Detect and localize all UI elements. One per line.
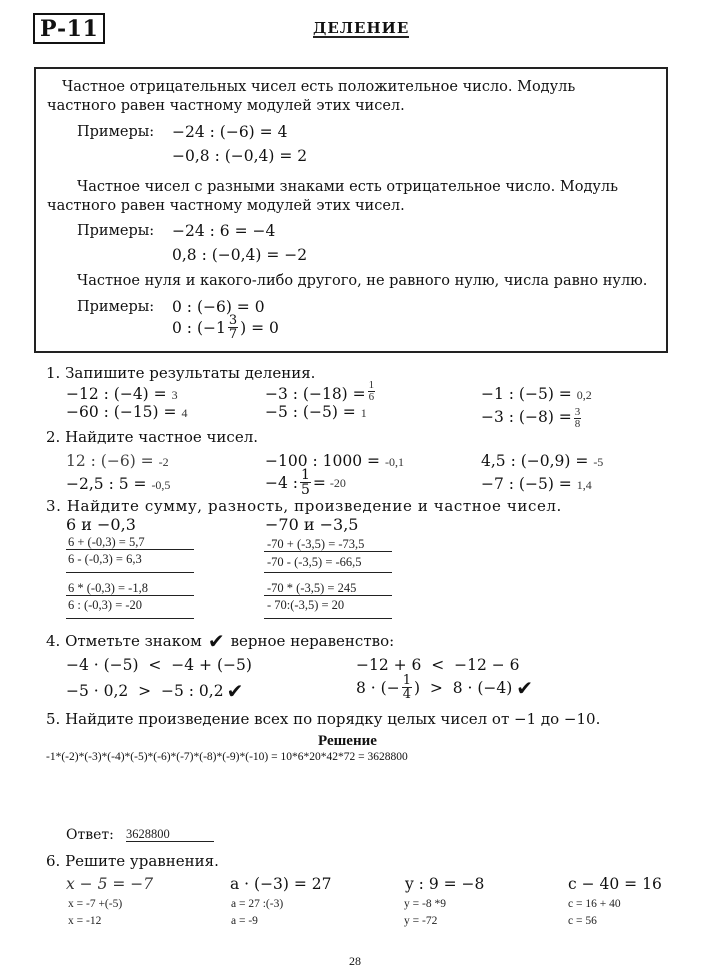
task1-expr: −60 : (−15) = [66, 403, 177, 421]
rule1-example-2: −0,8 : (−0,4) = 2 [172, 147, 308, 165]
task4-question-pre: 4. Отметьте знаком [46, 632, 202, 650]
task1-item-3 [265, 378, 377, 403]
rule1-example-1: −24 : (−6) = 4 [172, 123, 288, 141]
answer-label: Ответ: [66, 827, 114, 843]
task1-expr: −1 : (−5) = [481, 385, 572, 403]
task2-answer[interactable]: -0,5 [151, 478, 171, 492]
answer-line [66, 618, 194, 619]
task4-expr: −5 · 0,2 > −5 : 0,2 [66, 682, 224, 700]
equation-2-step-2[interactable]: a = -9 [231, 915, 258, 927]
checkmark-icon: ✔ [226, 679, 244, 703]
answer-field[interactable]: 3628800 [126, 827, 214, 842]
task1-question: 1. Запишите результаты деления. [46, 364, 316, 382]
task2-answer[interactable]: 1,4 [576, 478, 592, 492]
answer-line [264, 572, 392, 573]
task3-right-prod[interactable]: -70 * (-3,5) = 245 [267, 581, 357, 595]
checkmark-icon: ✔ [516, 675, 534, 700]
task1-item-5 [481, 385, 592, 404]
checkmark-icon: ✔ [207, 629, 225, 653]
task2-answer[interactable]: -20 [329, 475, 346, 490]
task2-item-2 [66, 475, 170, 494]
task1-expr: −3 : (−18) = [265, 385, 366, 403]
rule1-line1: Частное отрицательных чисел есть положительное число. Модуль [62, 79, 576, 95]
worksheet-code-badge: Р-11 [33, 13, 105, 44]
fraction [402, 674, 412, 701]
task2-expr: −100 : 1000 = [265, 452, 381, 470]
rule3-text: Частное нуля и какого-либо другого, не равного нулю, числа равно нулю. [77, 273, 648, 289]
fraction-numerator: 1 [301, 467, 310, 483]
fraction-numerator: 3 [574, 406, 581, 418]
task4-item-3[interactable]: −12 + 6 < −12 − 6 [356, 656, 520, 674]
rule3-example-2 [172, 314, 279, 341]
solution-heading: Решение [318, 733, 377, 749]
equation-3: y : 9 = −8 [405, 875, 485, 893]
task3-right-sum[interactable]: -70 + (-3,5) = -73,5 [267, 537, 365, 551]
fraction-denominator: 4 [402, 687, 411, 702]
equation-2-step-1[interactable]: a = 27 :(-3) [231, 898, 284, 910]
task3-left-sum[interactable]: 6 + (-0,3) = 5,7 [68, 535, 145, 549]
examples-label-2: Примеры: [77, 223, 155, 239]
examples-label-3: Примеры: [77, 299, 155, 315]
rule3-example-2-post: ) = 0 [240, 318, 279, 337]
task1-answer[interactable] [574, 407, 582, 430]
task2-answer[interactable]: -2 [158, 455, 169, 469]
answer-line [66, 595, 194, 596]
fraction-denominator: 6 [368, 390, 375, 403]
task2-item-6 [481, 475, 592, 494]
task2-item-1 [66, 452, 169, 471]
task1-answer[interactable]: 1 [360, 406, 367, 420]
fraction [300, 468, 311, 497]
task3-left-quot[interactable]: 6 : (-0,3) = -20 [68, 598, 143, 612]
task2-question: 2. Найдите частное чисел. [46, 428, 258, 446]
task4-question-post: верное неравенство: [230, 632, 395, 650]
equation-1-step-1[interactable]: x = -7 +(-5) [68, 898, 123, 910]
task1-answer[interactable]: 0,2 [576, 388, 592, 402]
page-number: 28 [349, 954, 361, 968]
answer-line [66, 572, 194, 573]
task2-item-4 [265, 468, 346, 497]
answer-line [264, 551, 392, 552]
rule2-line1: Частное чисел с разными знаками есть отрицательное число. Модуль [77, 179, 619, 195]
task4-item-1[interactable]: −4 · (−5) < −4 + (−5) [66, 656, 252, 674]
task4-item-4[interactable] [356, 674, 533, 701]
rule3-example-1: 0 : (−6) = 0 [172, 298, 265, 316]
task2-expr: 12 : (−6) = [66, 452, 154, 470]
task1-item-1 [66, 385, 178, 404]
fraction-numerator: 3 [228, 313, 238, 328]
mixed-fraction [228, 314, 238, 341]
equation-1: x − 5 = −7 [66, 875, 154, 893]
task4-question [46, 629, 395, 653]
equation-4: c − 40 = 16 [568, 875, 662, 893]
rule3-example-2-pre: 0 : (−1 [172, 318, 226, 337]
solution-text[interactable]: -1*(-2)*(-3)*(-4)*(-5)*(-6)*(-7)*(-8)*(-9)*(-10) = 10*6*20*42*72 = 3628800 [46, 751, 408, 763]
task6-question: 6. Решите уравнения. [46, 852, 219, 870]
task1-item-2 [66, 403, 187, 422]
task3-left-prod[interactable]: 6 * (-0,3) = -1,8 [68, 581, 148, 595]
rule2-line2: частного равен частному модулей этих чисел. [47, 198, 405, 214]
equation-4-step-2[interactable]: c = 56 [568, 915, 597, 927]
task2-expr: 4,5 : (−0,9) = [481, 452, 589, 470]
task1-item-6 [481, 403, 583, 430]
task3-left-diff[interactable]: 6 - (-0,3) = 6,3 [68, 552, 142, 566]
rule2-example-2: 0,8 : (−0,4) = −2 [172, 246, 308, 264]
task1-expr: −3 : (−8) = [481, 407, 572, 426]
task1-expr: −12 : (−4) = [66, 385, 167, 403]
task2-expr: −2,5 : 5 = [66, 475, 147, 493]
task3-right-quot[interactable]: - 70:(-3,5) = 20 [267, 598, 345, 612]
task3-right-diff[interactable]: -70 - (-3,5) = -66,5 [267, 555, 362, 569]
task1-expr: −5 : (−5) = [265, 403, 356, 421]
equation-1-step-2[interactable]: x = -12 [68, 915, 102, 927]
page-title: ДЕЛЕНИЕ [313, 19, 410, 37]
task3-left-pair: 6 и −0,3 [66, 515, 136, 534]
fraction-denominator: 7 [228, 327, 238, 342]
task2-item-5 [481, 452, 603, 471]
task1-item-4 [265, 403, 367, 422]
equation-2: a · (−3) = 27 [230, 875, 332, 893]
task2-answer[interactable]: -0,1 [384, 455, 404, 469]
fraction-denominator: 5 [301, 482, 310, 498]
fraction-numerator: 1 [402, 673, 411, 688]
task5-question: 5. Найдите произведение всех по порядку целых чисел от −1 до −10. [46, 710, 601, 728]
equation-4-step-1[interactable]: c = 16 + 40 [568, 898, 621, 910]
task4-expr: ) > 8 · (−4) [413, 678, 513, 697]
task1-answer[interactable]: 3 [171, 388, 178, 402]
task2-expr: −7 : (−5) = [481, 475, 572, 493]
equation-3-step-2[interactable]: y = -72 [404, 915, 438, 927]
fraction-numerator: 1 [368, 378, 375, 391]
task1-answer[interactable]: 4 [181, 406, 188, 420]
answer-line [66, 549, 194, 550]
task1-answer[interactable] [368, 380, 376, 403]
equals-sign: = [312, 473, 326, 492]
fraction-denominator: 8 [574, 418, 581, 430]
task4-expr: 8 · (− [356, 678, 400, 697]
answer-line [264, 595, 392, 596]
task3-question: 3. Найдите сумму, разность, произведение и частное чисел. [46, 497, 562, 515]
rule1-line2: частного равен частному модулей этих чисел. [47, 98, 405, 114]
rule2-example-1: −24 : 6 = −4 [172, 222, 276, 240]
equation-3-step-1[interactable]: y = -8 *9 [404, 898, 446, 910]
answer-line [264, 618, 392, 619]
task3-right-pair: −70 и −3,5 [265, 515, 359, 534]
examples-label-1: Примеры: [77, 124, 155, 140]
task4-item-2[interactable] [66, 679, 244, 703]
task2-answer[interactable]: -5 [593, 455, 604, 469]
task2-expr: −4 : [265, 473, 298, 492]
